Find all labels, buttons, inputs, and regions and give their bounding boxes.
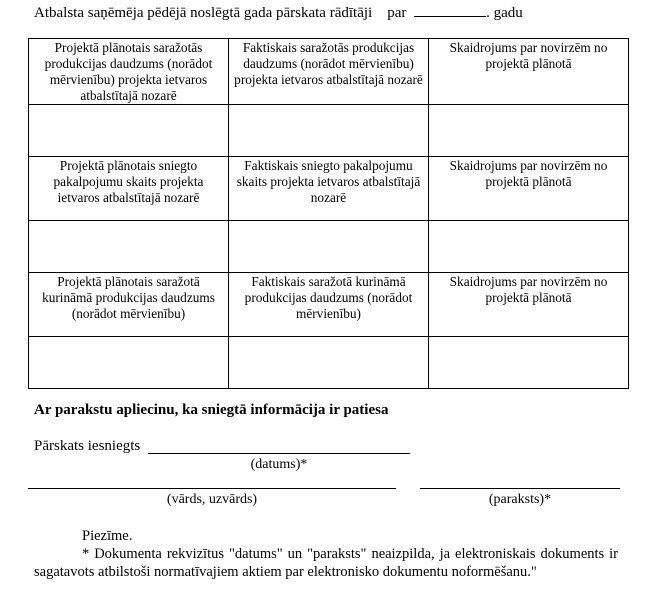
table-row xyxy=(29,157,629,221)
report-heading-text: Atbalsta saņēmēja pēdējā noslēgtā gada pārskata rādītāji xyxy=(34,5,373,21)
table-cell-empty xyxy=(429,221,629,273)
date-line xyxy=(148,453,410,454)
table-cell-empty xyxy=(29,105,229,157)
table-cell: Projektā plānotais saražotās produkcijas daudzums (norādot mērvienību) projekta ietvaros atbalstītajā nozarē xyxy=(29,39,229,105)
table-cell: Faktiskais sniegto pakalpojumu skaits projekta ietvaros atbalstītajā nozarē xyxy=(229,157,429,221)
table-row xyxy=(29,105,629,157)
table-cell-empty xyxy=(229,337,429,389)
signature-line xyxy=(420,488,620,489)
table-cell-empty xyxy=(429,105,629,157)
table-cell-empty xyxy=(429,337,629,389)
table-row xyxy=(29,337,629,389)
table-row xyxy=(29,39,629,105)
table-cell: Skaidrojums par novirzēm no projektā plānotā xyxy=(429,273,629,337)
table-cell-empty xyxy=(29,221,229,273)
table-cell-empty xyxy=(229,221,429,273)
table-row xyxy=(29,221,629,273)
table-cell-empty xyxy=(229,105,429,157)
confirmation-statement: Ar parakstu apliecinu, ka sniegtā informācija ir patiesa xyxy=(34,402,389,418)
table-row xyxy=(29,273,629,337)
indicators-table xyxy=(28,38,629,389)
note-text: * Dokumenta rekvizītus "datums" un "paraksts" neaizpilda, ja elektroniskais dokuments ir sagatavots atbilstoši normatīvajiem aktiem par elektronisko dokumentu noformēšanu." xyxy=(34,546,618,580)
year-blank-line xyxy=(414,4,486,17)
table-cell: Faktiskais saražotā kurināmā produkcijas daudzums (norādot mērvienību) xyxy=(229,273,429,337)
date-caption: (datums)* xyxy=(250,457,308,472)
table-cell: Skaidrojums par novirzēm no projektā plānotā xyxy=(429,157,629,221)
report-heading xyxy=(34,4,523,22)
table-cell: Projektā plānotais sniegto pakalpojumu skaits projekta ietvaros atbalstītajā nozarē xyxy=(29,157,229,221)
table-cell: Faktiskais saražotās produkcijas daudzums (norādot mērvienību) projekta ietvaros atbalstītajā nozarē xyxy=(229,39,429,105)
name-line xyxy=(28,488,396,489)
note-label: Piezīme. xyxy=(82,528,133,544)
report-heading-par: par xyxy=(387,5,407,21)
name-caption: (vārds, uzvārds) xyxy=(166,492,258,507)
table-cell: Projektā plānotais saražotā kurināmā produkcijas daudzums (norādot mērvienību) xyxy=(29,273,229,337)
report-heading-suffix: . gadu xyxy=(486,5,523,21)
signature-caption: (paraksts)* xyxy=(488,492,552,507)
table-cell: Skaidrojums par novirzēm no projektā plānotā xyxy=(429,39,629,105)
submitted-label: Pārskats iesniegts xyxy=(34,438,141,454)
table-cell-empty xyxy=(29,337,229,389)
